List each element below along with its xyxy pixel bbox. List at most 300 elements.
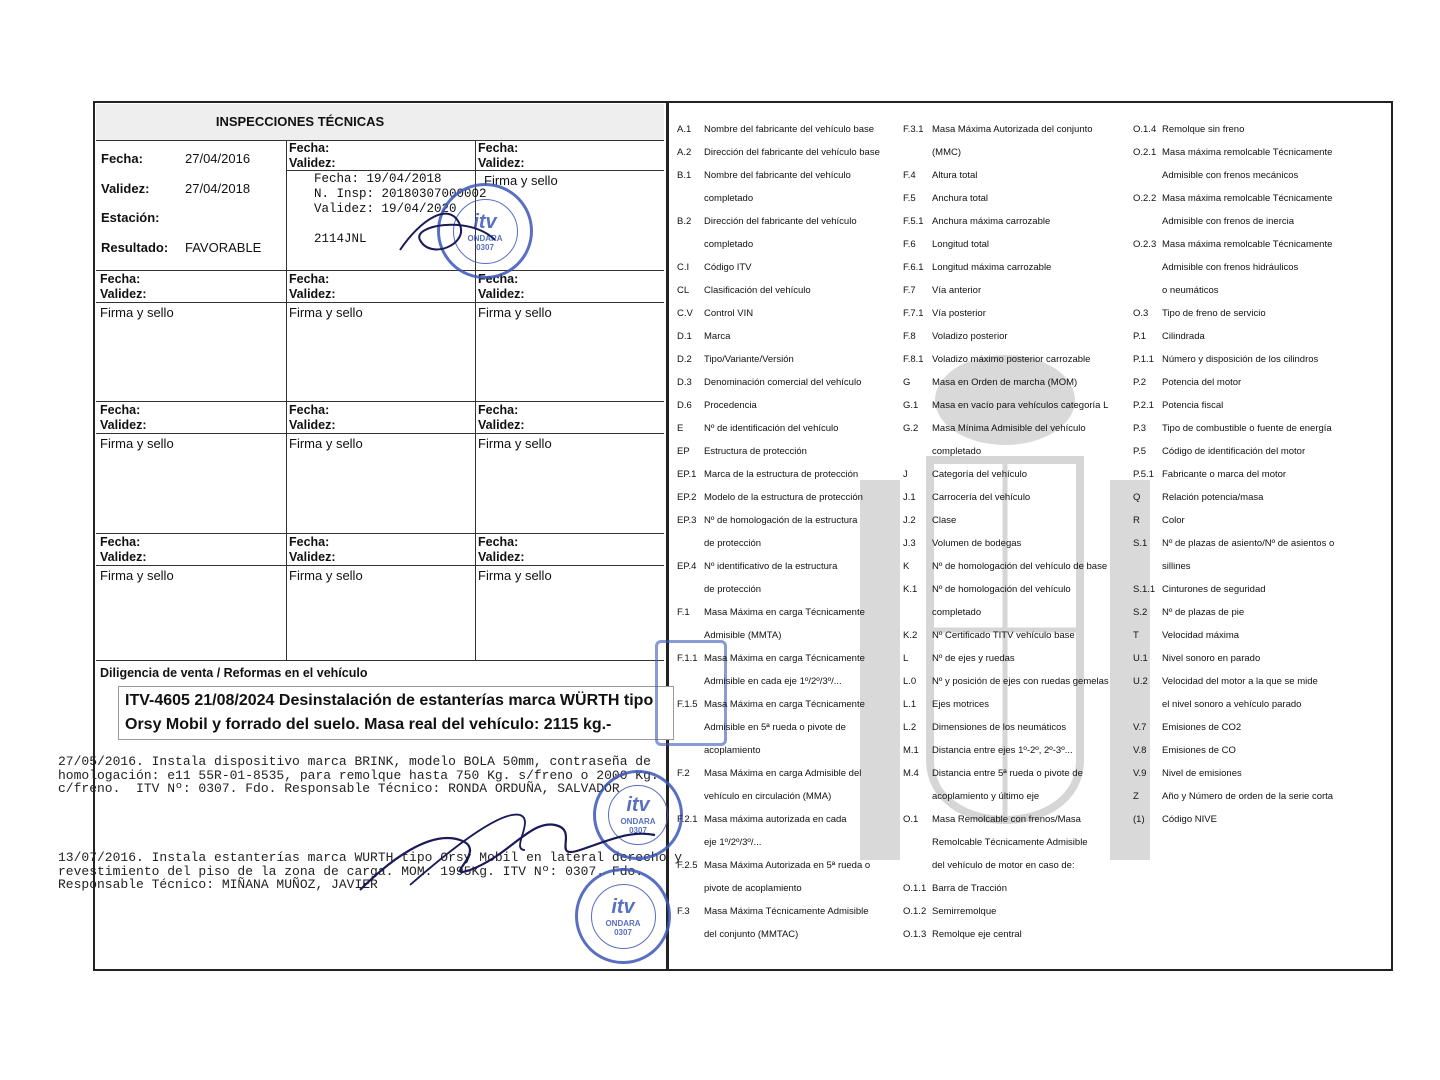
code-description: Dimensiones de los neumáticos — [932, 722, 1067, 733]
code-row — [677, 791, 831, 802]
code-description: Distancia entre ejes 1º-2º, 2º-3º... — [932, 745, 1073, 756]
code-description: Velocidad del motor a la que se mide — [1162, 676, 1318, 687]
code-row — [1133, 354, 1318, 365]
code-description: Voladizo posterior — [932, 331, 1008, 342]
code-description: acoplamiento — [704, 745, 761, 756]
code-key: O.1.2 — [903, 906, 927, 917]
code-key: J.2 — [903, 515, 916, 526]
code-description: Admisible con frenos mecánicos — [1162, 170, 1299, 181]
code-row — [1133, 216, 1294, 227]
code-description: o neumáticos — [1162, 285, 1219, 296]
code-row — [903, 607, 981, 618]
code-row — [677, 124, 874, 135]
code-row — [677, 745, 761, 756]
code-row — [903, 285, 981, 296]
code-description: Marca — [704, 331, 731, 342]
code-row — [1133, 515, 1185, 526]
grid-hline-5 — [96, 533, 664, 534]
code-row — [903, 653, 1015, 664]
code-key: T — [1133, 630, 1139, 641]
code-key: Z — [1133, 791, 1139, 802]
code-description: Admisible en 5ª rueda o pivote de — [704, 722, 846, 733]
code-row — [677, 515, 857, 526]
grid-vline-5 — [475, 565, 476, 660]
code-key: F.6.1 — [903, 262, 924, 273]
r3c3-header — [478, 403, 525, 433]
code-description: Masa Máxima Autorizada del conjunto — [932, 124, 1093, 135]
code-row — [677, 285, 811, 296]
code-row — [1133, 561, 1191, 572]
code-row — [1133, 814, 1217, 825]
itv-stamp-middle-brand: itv — [626, 794, 650, 817]
code-row — [1133, 331, 1205, 342]
code-key: M.4 — [903, 768, 919, 779]
code-key: C.V — [677, 308, 693, 319]
r1c2-fecha: Fecha: — [289, 141, 330, 155]
code-description: del vehículo de motor en caso de: — [932, 860, 1075, 871]
code-key: O.1.3 — [903, 929, 927, 940]
itv-stamp-middle-code: 0307 — [629, 826, 647, 836]
code-row — [677, 561, 837, 572]
code-key: A.2 — [677, 147, 692, 158]
grid-hline-2 — [96, 302, 664, 303]
code-key: K.2 — [903, 630, 918, 641]
code-key: K.1 — [903, 584, 918, 595]
code-key: CL — [677, 285, 690, 296]
code-key: V.8 — [1133, 745, 1147, 756]
itv-stamp-top-brand: itv — [473, 210, 497, 233]
code-row — [677, 906, 869, 917]
code-key: L — [903, 653, 909, 664]
reform-entry-1: 27/05/2016. Instala dispositivo marca BRINK, modelo BOLA 50mm, contraseña de homologación: e11 55R-01-8535, para remolque hasta 750 Kg. s/freno o 2000 Kg. c/freno. ITV Nº: 0307. Fdo. Responsable Técnico: RONDA ORDUÑA, SALVADOR — [58, 754, 659, 796]
code-description: Masa máxima remolcable Técnicamente — [1162, 147, 1333, 158]
code-key: O.3 — [1133, 308, 1149, 319]
code-row — [677, 400, 757, 411]
r3c2-fecha: Fecha: — [289, 403, 330, 417]
code-row — [903, 860, 1075, 871]
r2c1-firma: Firma y sello — [100, 305, 174, 320]
code-row — [1133, 469, 1286, 480]
code-row — [903, 377, 1077, 388]
code-row — [677, 676, 842, 687]
code-description: Vía posterior — [932, 308, 986, 319]
code-row — [1133, 791, 1333, 802]
code-row — [677, 147, 880, 158]
itv-stamp-bottom-code: 0307 — [614, 927, 632, 937]
r2c1-header — [100, 272, 147, 302]
code-description: Admisible (MMTA) — [704, 630, 782, 641]
code-row — [677, 860, 870, 871]
code-description: Tipo de freno de servicio — [1162, 308, 1266, 319]
code-description: Distancia entre 5ª rueda o pivote de — [932, 768, 1083, 779]
code-row — [903, 262, 1051, 273]
code-key: D.6 — [677, 400, 692, 411]
signature-bottom — [350, 790, 670, 910]
code-description: Estructura de protección — [704, 446, 807, 457]
code-row — [903, 814, 1081, 825]
code-key: J.3 — [903, 538, 916, 549]
code-row — [1133, 607, 1244, 618]
code-key: V.9 — [1133, 768, 1147, 779]
itv-stamp-top-code: 0307 — [476, 242, 494, 252]
code-description: Nº de identificación del vehículo — [704, 423, 839, 434]
code-row — [903, 515, 956, 526]
code-row — [903, 446, 981, 457]
first-fecha — [101, 151, 250, 166]
code-row — [1133, 124, 1244, 135]
code-row — [677, 883, 802, 894]
code-description: Masa máxima autorizada en cada — [704, 814, 847, 825]
code-key: L.2 — [903, 722, 917, 733]
code-description: Cilindrada — [1162, 331, 1205, 342]
code-key: F.8 — [903, 331, 916, 342]
code-row — [677, 607, 865, 618]
code-row — [903, 745, 1073, 756]
r4c1-firma: Firma y sello — [100, 568, 174, 583]
code-description: Nº de plazas de asiento/Nº de asientos o — [1162, 538, 1335, 549]
code-description: Nº de ejes y ruedas — [932, 653, 1015, 664]
code-row — [903, 193, 988, 204]
code-row — [903, 423, 1086, 434]
code-row — [1133, 584, 1266, 595]
stamp-insp-value: 20180307000002 — [381, 187, 487, 201]
itv-stamp-bottom-station: ONDARA — [605, 918, 641, 928]
r3c2-firma: Firma y sello — [289, 436, 363, 451]
code-row — [903, 883, 1007, 894]
inspections-header — [96, 104, 664, 141]
code-row — [903, 584, 1071, 595]
code-key: D.2 — [677, 354, 692, 365]
code-description: Velocidad máxima — [1162, 630, 1240, 641]
code-key: B.2 — [677, 216, 692, 227]
code-key: U.1 — [1133, 653, 1148, 664]
code-row — [1133, 538, 1334, 549]
code-description: (MMC) — [932, 147, 962, 158]
r1c3-firma: Firma y sello — [484, 173, 558, 188]
code-row — [903, 216, 1050, 227]
code-description: Masa Máxima en carga Admisible del — [704, 768, 862, 779]
code-row — [677, 469, 858, 480]
code-description: Masa máxima remolcable Técnicamente — [1162, 193, 1333, 204]
code-key: O.2.2 — [1133, 193, 1157, 204]
r1c3-fecha: Fecha: — [478, 141, 519, 155]
code-description: Remolque eje central — [932, 929, 1022, 940]
signature-top — [390, 180, 510, 270]
r1c3-header — [478, 141, 525, 171]
code-key: F.8.1 — [903, 354, 924, 365]
code-description: Nº Certificado TITV vehículo base — [932, 630, 1075, 641]
code-key: P.5 — [1133, 446, 1147, 457]
code-row — [677, 446, 807, 457]
r2c2-fecha: Fecha: — [289, 272, 330, 286]
code-description: Procedencia — [704, 400, 757, 411]
code-row — [1133, 400, 1223, 411]
code-description: Tipo/Variante/Versión — [704, 354, 794, 365]
code-description: Remolque sin freno — [1162, 124, 1245, 135]
code-key: EP.1 — [677, 469, 697, 480]
code-description: Fabricante o marca del motor — [1162, 469, 1287, 480]
r4c3-firma: Firma y sello — [478, 568, 552, 583]
code-key: L.1 — [903, 699, 917, 710]
code-description: Código ITV — [704, 262, 752, 273]
first-resultado — [101, 240, 261, 255]
first-estacion-label: Estación: — [101, 210, 160, 225]
code-row — [903, 837, 1088, 848]
code-row — [677, 814, 847, 825]
code-description: de protección — [704, 538, 762, 549]
code-key: J.1 — [903, 492, 916, 503]
code-row — [1133, 285, 1219, 296]
code-row — [677, 492, 863, 503]
code-row — [903, 492, 1030, 503]
code-row — [677, 193, 753, 204]
code-key: P.1.1 — [1133, 354, 1154, 365]
grid-vline-3 — [475, 140, 476, 170]
code-description: Vía anterior — [932, 285, 982, 296]
code-key: V.7 — [1133, 722, 1147, 733]
code-row — [1133, 262, 1298, 273]
code-key: O.1 — [903, 814, 919, 825]
itv-stamp-bottom-brand: itv — [611, 895, 635, 918]
code-description: completado — [704, 239, 754, 250]
code-row — [1133, 492, 1263, 503]
code-description: Potencia del motor — [1162, 377, 1242, 388]
code-description: Nombre del fabricante del vehículo — [704, 170, 851, 181]
code-description: de protección — [704, 584, 762, 595]
code-description: Masa en Orden de marcha (MOM) — [932, 377, 1078, 388]
r4c2-fecha: Fecha: — [289, 535, 330, 549]
code-row — [677, 331, 730, 342]
code-key: F.2 — [677, 768, 690, 779]
r3c3-firma: Firma y sello — [478, 436, 552, 451]
first-validez-label: Validez: — [101, 181, 150, 196]
code-row — [677, 929, 798, 940]
code-key: A.1 — [677, 124, 692, 135]
code-key: O.1.1 — [903, 883, 927, 894]
code-row — [1133, 699, 1301, 710]
code-row — [677, 837, 761, 848]
code-description: Clasificación del vehículo — [704, 285, 811, 296]
code-key: F.5.1 — [903, 216, 924, 227]
code-description: Nº de plazas de pie — [1162, 607, 1245, 618]
code-description: acoplamiento y último eje — [932, 791, 1040, 802]
code-description: Nº identificativo de la estructura — [704, 561, 838, 572]
r3c1-fecha: Fecha: — [100, 403, 141, 417]
code-description: Anchura máxima carrozable — [932, 216, 1051, 227]
code-row — [903, 469, 1027, 480]
grid-vline-4 — [286, 565, 287, 660]
r4c1-fecha: Fecha: — [100, 535, 141, 549]
code-key: S.1.1 — [1133, 584, 1156, 595]
code-row — [903, 791, 1039, 802]
code-description: Cinturones de seguridad — [1162, 584, 1266, 595]
code-key: F.4 — [903, 170, 916, 181]
r3c1-header — [100, 403, 147, 433]
code-key: F.1.1 — [677, 653, 698, 664]
r2c2-firma: Firma y sello — [289, 305, 363, 320]
code-description: Masa Mínima Admisible del vehículo — [932, 423, 1086, 434]
code-key: F.3.1 — [903, 124, 924, 135]
code-row — [903, 400, 1108, 411]
code-row — [677, 768, 861, 779]
code-row — [677, 699, 865, 710]
code-description: completado — [932, 607, 982, 618]
code-description: Masa Máxima Autorizada en 5ª rueda o — [704, 860, 871, 871]
code-description: Categoría del vehículo — [932, 469, 1028, 480]
code-key: F.1.5 — [677, 699, 698, 710]
code-row — [1133, 676, 1318, 687]
r2c3-fecha: Fecha: — [478, 272, 519, 286]
code-row — [903, 308, 986, 319]
code-description: Código NIVE — [1162, 814, 1217, 825]
code-description: Número y disposición de los cilindros — [1162, 354, 1319, 365]
reform-entry-2: 13/07/2016. Instala estanterías marca WURTH tipo Orsy Mobil en lateral derecho y revestimiento del piso de la zona de carga. MOM: 1995Kg. ITV Nº: 0307. Fdo. Responsable Técnico: MIÑANA MUÑOZ, JAVIER — [58, 850, 683, 892]
code-key: F.7.1 — [903, 308, 924, 319]
first-fecha-value: 27/04/2016 — [185, 151, 251, 166]
grid-hline-6 — [96, 565, 664, 566]
inspections-title: INSPECCIONES TÉCNICAS — [215, 114, 385, 129]
code-description: Nº de homologación del vehículo de base — [932, 561, 1108, 572]
code-key: P.2.1 — [1133, 400, 1154, 411]
code-description: Barra de Tracción — [932, 883, 1007, 894]
code-key: O.2.3 — [1133, 239, 1157, 250]
code-row — [677, 377, 861, 388]
code-description: Nº de homologación de la estructura — [704, 515, 858, 526]
code-key: G.1 — [903, 400, 919, 411]
stamp-plate: 2114JNL — [314, 232, 367, 246]
r4c1-validez: Validez: — [100, 550, 147, 564]
code-description: Código de identificación del motor — [1162, 446, 1306, 457]
code-key: F.5 — [903, 193, 916, 204]
code-key: L.0 — [903, 676, 917, 687]
code-description: pivote de acoplamiento — [704, 883, 802, 894]
code-row — [1133, 722, 1241, 733]
code-description: Dirección del fabricante del vehículo — [704, 216, 857, 227]
code-key: S.2 — [1133, 607, 1148, 618]
r2c3-firma: Firma y sello — [478, 305, 552, 320]
grid-hline-1 — [96, 270, 664, 271]
itv-stamp-top-station: ONDARA — [467, 233, 503, 243]
code-description: Voladizo máximo posterior carrozable — [932, 354, 1091, 365]
code-row — [903, 147, 961, 158]
code-description: Año y Número de orden de la serie corta — [1162, 791, 1334, 802]
code-row — [903, 722, 1066, 733]
code-key: C.I — [677, 262, 690, 273]
r2c2-validez: Validez: — [289, 287, 336, 301]
code-description: Emisiones de CO2 — [1162, 722, 1242, 733]
code-row — [903, 170, 977, 181]
code-description: Modelo de la estructura de protección — [704, 492, 863, 503]
code-key: U.2 — [1133, 676, 1148, 687]
code-row — [677, 423, 838, 434]
code-row — [1133, 193, 1332, 204]
code-key: S.1 — [1133, 538, 1148, 549]
diligencia-title: Diligencia de venta / Reformas en el vehículo — [100, 666, 368, 680]
code-description: Volumen de bodegas — [932, 538, 1022, 549]
r4c3-header — [478, 535, 525, 565]
code-description: Tipo de combustible o fuente de energía — [1162, 423, 1332, 434]
itv-stamp-middle-station: ONDARA — [620, 817, 656, 827]
code-key: EP.2 — [677, 492, 697, 503]
code-key: G — [903, 377, 911, 388]
code-row — [903, 630, 1075, 641]
code-description: Dirección del fabricante del vehículo base — [704, 147, 880, 158]
code-description: Denominación comercial del vehículo — [704, 377, 862, 388]
code-key: D.3 — [677, 377, 692, 388]
code-description: Ejes motrices — [932, 699, 990, 710]
code-description: completado — [932, 446, 982, 457]
code-description: Color — [1162, 515, 1185, 526]
r4c2-header — [289, 535, 336, 565]
code-description: Nº de homologación del vehículo — [932, 584, 1071, 595]
r4c3-validez: Validez: — [478, 550, 525, 564]
r4c2-firma: Firma y sello — [289, 568, 363, 583]
code-key: F.2.1 — [677, 814, 698, 825]
code-row — [903, 239, 989, 250]
grid-hline-3 — [96, 401, 664, 402]
code-description: del conjunto (MMTAC) — [704, 929, 799, 940]
code-row — [677, 630, 781, 641]
code-description: Anchura total — [932, 193, 988, 204]
code-key: EP.3 — [677, 515, 697, 526]
code-key: B.1 — [677, 170, 692, 181]
code-row — [903, 676, 1109, 687]
r1c2-header — [289, 141, 336, 171]
grid-hline-0 — [286, 170, 664, 171]
r4c1-header — [100, 535, 147, 565]
code-description: Admisible con frenos hidráulicos — [1162, 262, 1299, 273]
r3c3-validez: Validez: — [478, 418, 525, 432]
grid-hline-7 — [96, 660, 664, 661]
code-description: sillines — [1162, 561, 1191, 572]
code-description: Masa Máxima en carga Técnicamente — [704, 607, 865, 618]
first-fecha-label: Fecha: — [101, 151, 143, 166]
code-key: F.2.5 — [677, 860, 698, 871]
code-row — [677, 239, 753, 250]
code-row — [1133, 446, 1305, 457]
code-key: EP — [677, 446, 690, 457]
reform-note: ITV-4605 21/08/2024 Desinstalación de estanterías marca WÜRTH tipo Orsy Mobil y forrado del suelo. Masa real del vehículo: 2115 kg.- — [118, 686, 674, 740]
code-row — [1133, 147, 1332, 158]
code-key: F.7 — [903, 285, 916, 296]
code-description: Masa Máxima en carga Técnicamente — [704, 653, 865, 664]
code-key: P.2 — [1133, 377, 1147, 388]
code-row — [677, 584, 761, 595]
code-row — [677, 653, 865, 664]
code-key: P.1 — [1133, 331, 1147, 342]
stamp-fecha-value: 19/04/2018 — [366, 172, 442, 186]
first-resultado-value: FAVORABLE — [185, 240, 262, 255]
code-description: Masa máxima remolcable Técnicamente — [1162, 239, 1333, 250]
code-key: (1) — [1133, 814, 1145, 825]
code-row — [677, 308, 753, 319]
r3c3-fecha: Fecha: — [478, 403, 519, 417]
code-row — [903, 124, 1093, 135]
stamp-validez-value: 19/04/2020 — [381, 202, 457, 216]
code-key: EP.4 — [677, 561, 697, 572]
code-key: G.2 — [903, 423, 919, 434]
code-row — [903, 354, 1090, 365]
code-description: Masa Remolcable con frenos/Masa — [932, 814, 1081, 825]
code-key: M.1 — [903, 745, 919, 756]
code-description: Control VIN — [704, 308, 754, 319]
code-key: D.1 — [677, 331, 692, 342]
code-row — [677, 262, 752, 273]
code-description: Relación potencia/masa — [1162, 492, 1264, 503]
grid-hline-4 — [96, 433, 664, 434]
code-description: Masa en vacío para vehículos categoría L — [932, 400, 1109, 411]
code-key: F.1 — [677, 607, 690, 618]
